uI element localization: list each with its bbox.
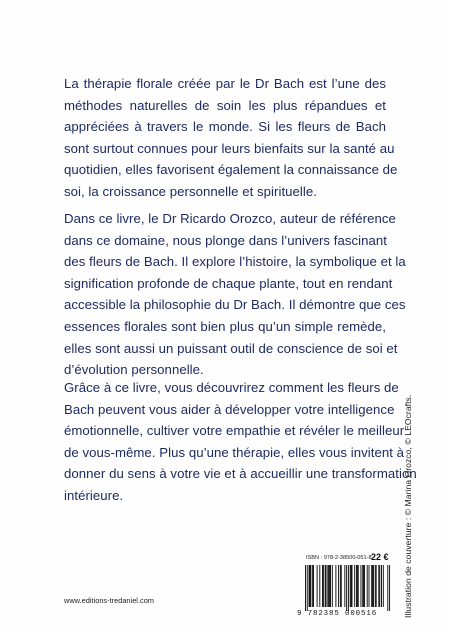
text-line: sont surtout connues pour leurs bienfaits sur la santé au [64, 140, 395, 156]
barcode-bar [387, 565, 388, 611]
barcode-bar [375, 565, 376, 607]
barcode-bar [305, 565, 306, 611]
text-line: d’évolution personnelle. [64, 362, 204, 378]
barcode-bar [356, 565, 357, 607]
barcode-bar [362, 565, 363, 607]
text-line: méthodes naturelles de soin les plus répandues et [64, 97, 386, 113]
barcode-bar [313, 565, 314, 607]
barcode-bar [378, 565, 379, 607]
barcode-bar [330, 565, 331, 607]
barcode-bar [335, 565, 336, 607]
barcode-bar [323, 565, 324, 607]
text-line: donner du sens à votre vie et à accueillir une transformation [64, 466, 417, 482]
text-line: Bach peuvent vous aider à développer votre intelligence [64, 401, 395, 417]
text-line: soi, la croissance personnelle et spirituelle. [64, 183, 317, 199]
barcode-bar [341, 565, 342, 607]
text-line: de vous-même. Plus qu’une thérapie, elles vous invitent à [64, 444, 405, 460]
text-line: émotionnelle, cultiver votre empathie et révéler le meilleur [64, 423, 405, 439]
barcode-bar [350, 565, 351, 607]
text-line: La thérapie florale créée par le Dr Bach est l’une des [64, 76, 386, 91]
barcode-bar [352, 565, 353, 607]
barcode-bar [329, 565, 330, 607]
barcode-bar [348, 565, 349, 611]
barcode-bar [354, 565, 355, 607]
barcode-bar [360, 565, 361, 607]
text-line: signification profonde de chaque plante, tout en rendant [64, 275, 393, 291]
barcode-bar [363, 565, 364, 607]
barcode-bar [389, 565, 390, 611]
barcode-bar [358, 565, 359, 607]
barcode-bar [371, 565, 372, 607]
text-line: des fleurs de Bach. Il explore l’histoire, la symbolique et la [64, 254, 406, 270]
barcode-bar [338, 565, 339, 607]
text-line: appréciées à travers le monde. Si les fleurs de Bach [64, 119, 386, 135]
text-line: essences florales sont bien plus qu’un simple remède, [64, 318, 386, 334]
barcode-bar [357, 565, 358, 607]
barcode-bar [322, 565, 323, 607]
text-line: Dans ce livre, le Dr Ricardo Orozco, auteur de référence [64, 211, 396, 226]
barcode-bar [383, 565, 384, 607]
barcode-bar [373, 565, 374, 607]
barcode-bar [364, 565, 365, 607]
barcode-bar [369, 565, 370, 607]
barcode-bar [310, 565, 311, 607]
description-paragraph-1 [64, 73, 398, 203]
barcode-bar [332, 565, 333, 607]
barcode-bar [317, 565, 318, 607]
price-label: 22 € [371, 552, 389, 562]
barcode-bar [376, 565, 377, 607]
barcode-bar [319, 565, 320, 607]
publisher-website: www.editions-tredaniel.com [64, 596, 154, 605]
barcode-bar [340, 565, 341, 607]
text-line: quotidien, elles favorisent également la connaissance de [64, 162, 398, 178]
barcode-bar [312, 565, 313, 607]
barcode-bar [367, 565, 368, 607]
illustration-credit: Illustration de couverture : © Marina Orozco, © LEOcrafts. [403, 394, 413, 618]
text-line: Grâce à ce livre, vous découvrirez comment les fleurs de [64, 380, 399, 395]
barcode-bar [309, 565, 310, 607]
text-line: dans ce domaine, nous plonge dans l’univers fascinant [64, 232, 388, 248]
barcode-bar [351, 565, 352, 607]
barcode-bar [326, 565, 327, 607]
barcode-bar [328, 565, 329, 607]
description-paragraph-2 [64, 208, 406, 381]
text-line: intérieure. [64, 487, 124, 503]
barcode-bar [346, 565, 347, 611]
barcode-bar [327, 565, 328, 607]
barcode-bar [325, 565, 326, 607]
barcode-bars [297, 565, 391, 611]
barcode-bar [381, 565, 382, 607]
barcode-bar [309, 565, 310, 607]
barcode-bar [379, 565, 380, 607]
barcode-bar [344, 565, 345, 607]
barcode-bar [372, 565, 373, 607]
barcode-bar [307, 565, 308, 611]
barcode-digits: 9 782385 000516 [297, 610, 378, 618]
isbn-label: ISBN : 978-2-38500-051-8 [306, 555, 372, 561]
text-line: elles sont aussi un puissant outil de conscience de soi et [64, 340, 398, 356]
text-line: accessible la philosophie du Dr Bach. Il démontre que ces [64, 297, 406, 313]
